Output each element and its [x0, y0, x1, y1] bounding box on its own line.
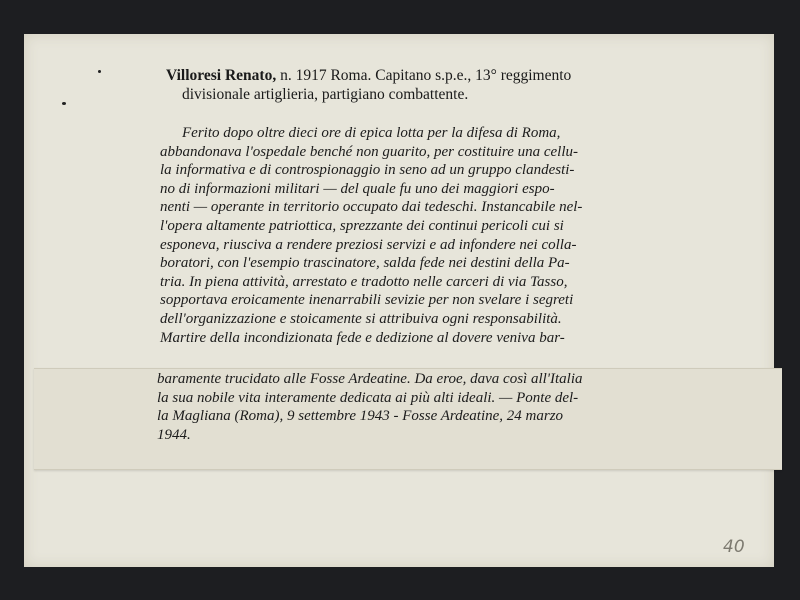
text-line: la Magliana (Roma), 9 settembre 1943 - Fosse Ardeatine, 24 marzo — [157, 408, 564, 425]
text-line: la informativa e di controspionaggio in seno ad un gruppo clandesti- — [160, 162, 575, 179]
text-line: abbandonava l'ospedale benché non guarito, per costituire una cellu- — [160, 143, 578, 160]
ink-speck — [98, 70, 101, 73]
text-line: esponeva, riusciva a rendere preziosi servizi e ad infondere nei colla- — [160, 236, 577, 253]
text-line: baramente trucidato alle Fosse Ardeatine. Da eroe, dava così all'Italia — [157, 371, 583, 387]
text-line: 1944. — [157, 426, 191, 443]
text-line: l'opera altamente patriottica, sprezzante dei continui pericoli cui si — [160, 217, 564, 234]
text-line: boratori, con l'esempio trascinatore, salda fede nei destini della Pa- — [160, 255, 570, 272]
text-line: sopportava eroicamente inenarrabili sevizie per non svelare i segreti — [160, 292, 574, 309]
text-line: dell'organizzazione e stoicamente si attribuiva ogni responsabilità. — [160, 310, 562, 327]
heading-line2: divisionale artiglieria, partigiano combattente. — [182, 86, 469, 103]
handwritten-page-number: 40 — [723, 537, 745, 557]
heading-line1-rest: n. 1917 Roma. Capitano s.p.e., 13° reggimento — [276, 67, 572, 84]
text-line: Martire della incondizionata fede e dedizione al dovere veniva bar- — [160, 329, 565, 346]
text-line: tria. In piena attività, arrestato e tradotto nelle carceri di via Tasso, — [160, 273, 568, 290]
citation-text-top — [160, 124, 660, 347]
text-line: no di informazioni militari — del quale fu uno dei maggiori espo- — [160, 180, 555, 197]
person-name: Villoresi Renato, — [166, 67, 277, 84]
ink-speck — [62, 102, 66, 105]
biography-heading — [166, 66, 666, 104]
text-line: Ferito dopo oltre dieci ore di epica lotta per la difesa di Roma, — [182, 125, 561, 141]
text-line: nenti — operante in territorio occupato dai tedeschi. Instancabile nel- — [160, 199, 583, 216]
citation-text-strip — [157, 370, 657, 444]
text-line: la sua nobile vita interamente dedicata ai più alti ideali. — Ponte del- — [157, 389, 579, 406]
